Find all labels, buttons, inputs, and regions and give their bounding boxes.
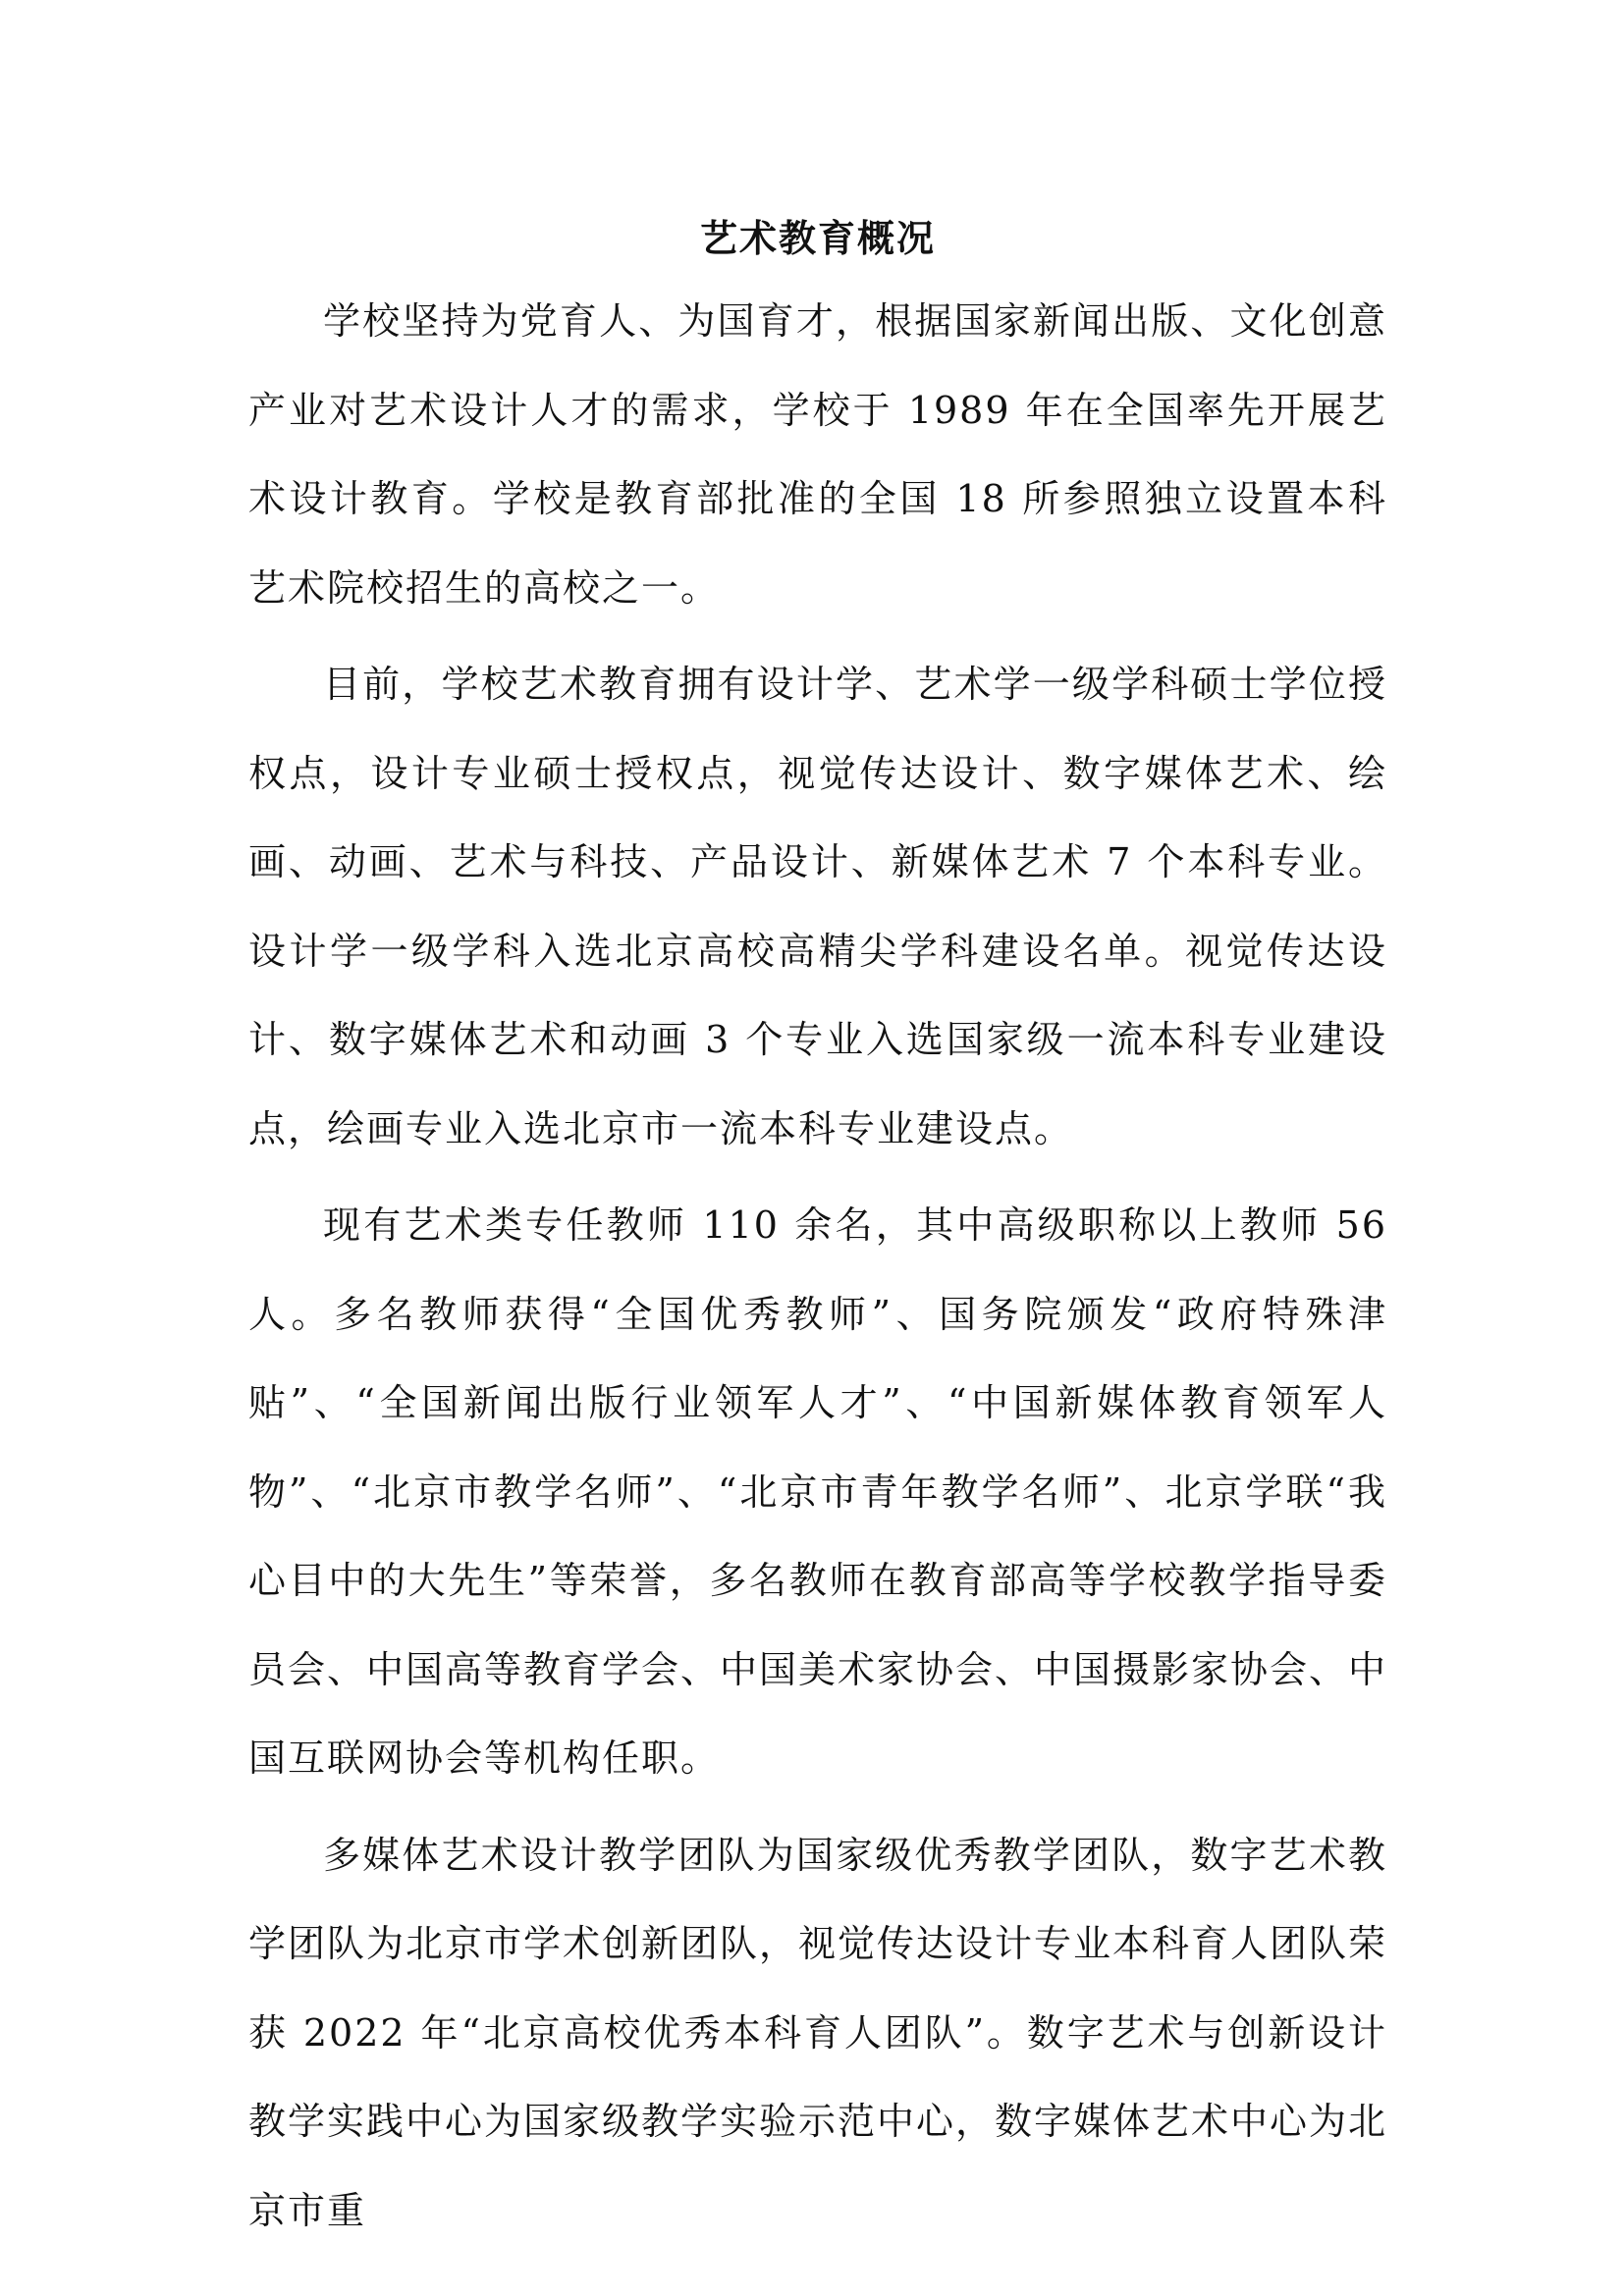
paragraph-disciplines: 目前，学校艺术教育拥有设计学、艺术学一级学科硕士学位授权点，设计专业硕士授权点，视觉传达设计、数字媒体艺术、绘画、动画、艺术与科技、产品设计、新媒体艺术 7 个本科专业。设计学一级学科入选北京高校高精尖学科建设名单。视觉传达设计、数字媒体艺术和动画 3 个专业入选国家级一流本科专业建设点，绘画专业入选北京市一流本科专业建设点。 bbox=[248, 663, 1387, 1150]
paragraph-school-history: 学校坚持为党育人、为国育才，根据国家新闻出版、文化创意产业对艺术设计人才的需求，学校于 1989 年在全国率先开展艺术设计教育。学校是教育部批准的全国 18 所参照独立设置本科艺术院校招生的高校之一。 bbox=[248, 299, 1387, 610]
paragraph-faculty: 现有艺术类专任教师 110 余名，其中高级职称以上教师 56 人。多名教师获得“全国优秀教师”、国务院颁发“政府特殊津贴”、“全国新闻出版行业领军人才”、“中国新媒体教育领军人物”、“北京市教学名师”、“北京市青年教学名师”、北京学联“我心目中的大先生”等荣誉，多名教师在教育部高等学校教学指导委员会、中国高等教育学会、中国美术家协会、中国摄影家协会、中国互联网协会等机构任职。 bbox=[248, 1203, 1388, 1780]
document-body bbox=[248, 206, 1387, 2263]
document-title: 艺术教育概况 bbox=[699, 216, 936, 260]
paragraph-teams-centers: 多媒体艺术设计教学团队为国家级优秀教学团队，数字艺术教学团队为北京市学术创新团队，视觉传达设计专业本科育人团队荣获 2022 年“北京高校优秀本科育人团队”。数字艺术与创新设计教学实践中心为国家级教学实验示范中心，数字媒体艺术中心为北京市重 bbox=[248, 1833, 1388, 2232]
